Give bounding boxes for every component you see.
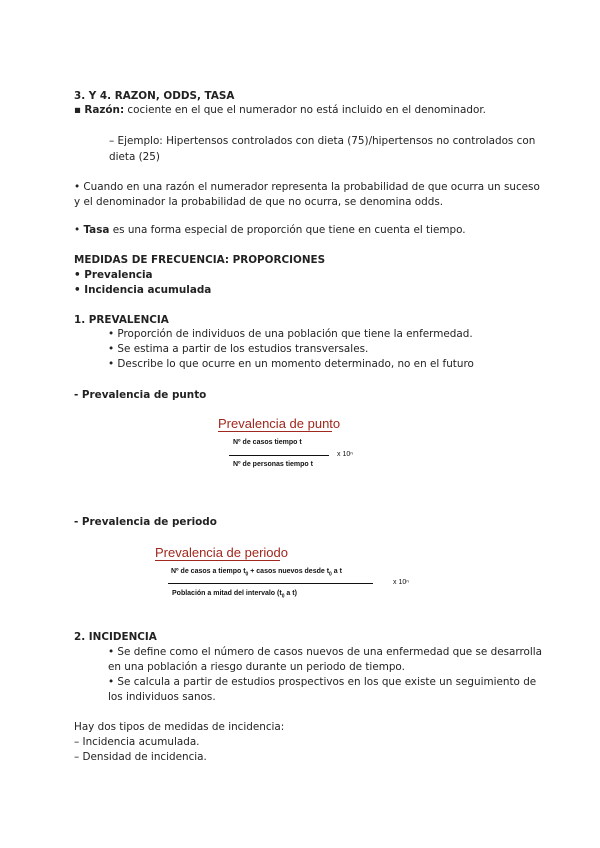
incidencia-calc-line-2: los individuos sanos. [108, 691, 216, 703]
formula-denominator: Población a mitad del intervalo ($t_0$ a t) [172, 590, 297, 600]
subheading-prevalencia-punto: - Prevalencia de punto [74, 389, 207, 401]
fraction-bar [229, 455, 329, 456]
list-item-prevalencia: • Prevalencia [74, 269, 153, 281]
odds-line-2: y el denominador la probabilidad de que no ocurra, se denomina odds. [74, 196, 444, 208]
list-item-incidencia-acumulada: • Incidencia acumulada [74, 284, 212, 296]
title-underline [155, 560, 280, 561]
formula-multiplier: x 10ⁿ [393, 579, 409, 586]
tipo-densidad-incidencia: – Densidad de incidencia. [74, 751, 207, 763]
list-item: • Proporción de individuos de una población que tiene la enfermedad. [108, 328, 473, 340]
tasa-text: es una forma especial de proporción que tiene en cuenta el tiempo. [109, 224, 466, 236]
incidencia-def-line-2: en una población a riesgo durante un periodo de tiempo. [108, 661, 405, 673]
tasa-term: Tasa [83, 224, 110, 236]
section-heading-medidas: MEDIDAS DE FRECUENCIA: PROPORCIONES [74, 254, 326, 266]
formula-denominator: Nº de personas tiempo t [233, 461, 313, 468]
ejemplo-line-2: dieta (25) [109, 151, 160, 163]
incidencia-def-line-1: • Se define como el número de casos nuevos de una enfermedad que se desarrolla [108, 646, 543, 658]
formula-title: Prevalencia de punto [218, 416, 341, 431]
fraction-bar [168, 583, 373, 584]
title-underline [218, 431, 332, 432]
formula-multiplier: x 10ⁿ [337, 451, 353, 458]
list-item: • Se estima a partir de los estudios transversales. [108, 343, 369, 355]
razon-definition [74, 103, 486, 117]
razon-text: cociente en el que el numerador no está incluido en el denominador. [124, 104, 486, 116]
tipo-incidencia-acumulada: – Incidencia acumulada. [74, 736, 200, 748]
ejemplo-line-1: – Ejemplo: Hipertensos controlados con dieta (75)/hipertensos no controlados con [109, 135, 536, 147]
odds-line-1: • Cuando en una razón el numerador representa la probabilidad de que ocurra un suceso [74, 181, 540, 193]
razon-term: Razón: [84, 104, 125, 116]
formula-title: Prevalencia de periodo [155, 545, 288, 560]
tasa-bullet: • [74, 224, 84, 236]
list-item: • Describe lo que ocurre en un momento determinado, no en el futuro [108, 358, 474, 370]
section-heading-prevalencia: 1. PREVALENCIA [74, 314, 169, 326]
formula-numerator: Nº de casos tiempo t [233, 439, 302, 446]
subheading-prevalencia-periodo: - Prevalencia de periodo [74, 516, 217, 528]
section-heading-incidencia: 2. INCIDENCIA [74, 631, 157, 643]
section-heading-razon: 3. Y 4. RAZON, ODDS, TASA [74, 90, 235, 102]
tasa-definition [74, 223, 466, 237]
incidencia-calc-line-1: • Se calcula a partir de estudios prospectivos en los que existe un seguimiento de [108, 676, 537, 688]
bullet-icon: ▪ [74, 104, 82, 116]
formula-numerator: Nº de casos a tiempo $t_0$ + casos nuevos desde $t_0$ a t [171, 568, 342, 578]
tipos-intro: Hay dos tipos de medidas de incidencia: [74, 721, 285, 733]
